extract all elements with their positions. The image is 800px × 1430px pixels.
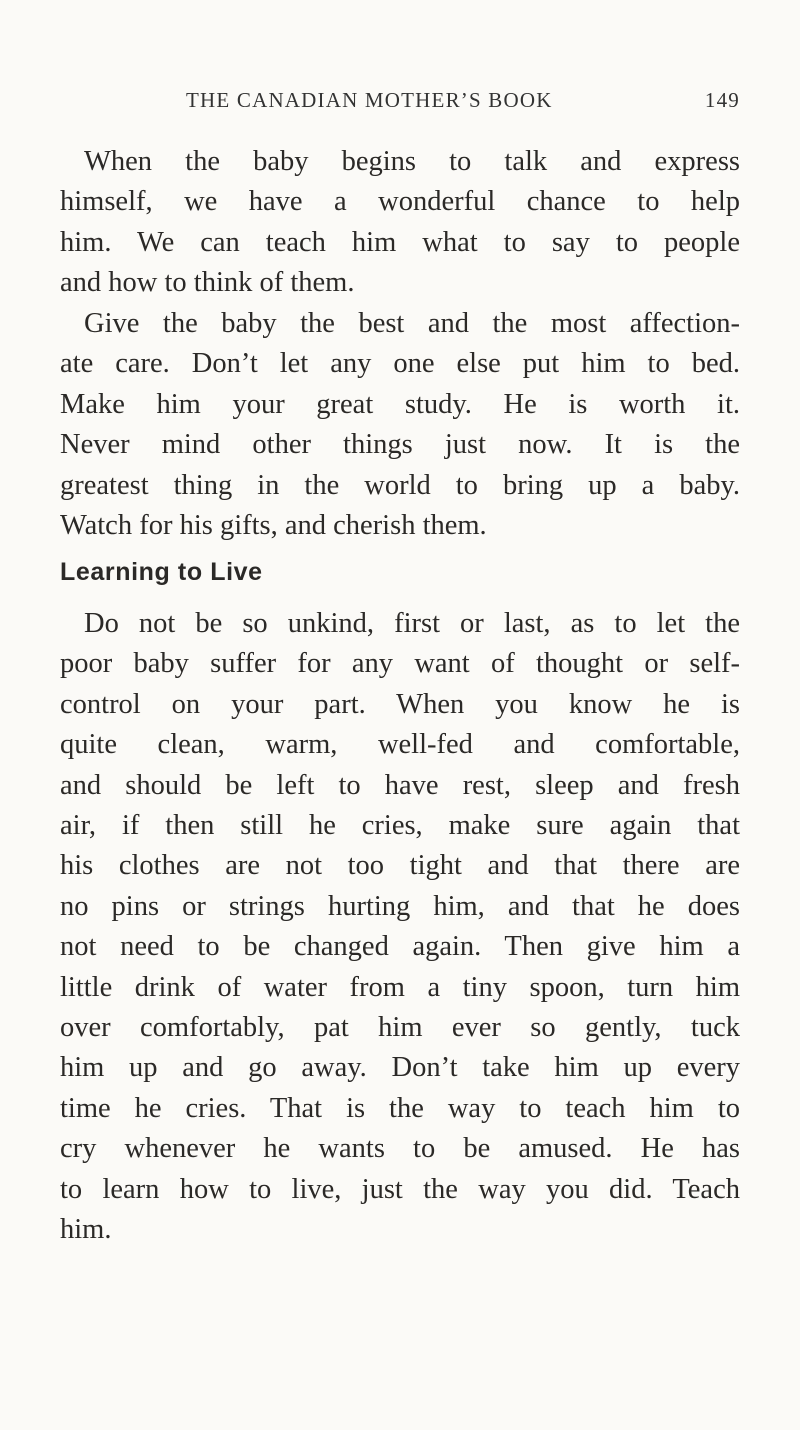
paragraph-line: him.: [60, 1214, 112, 1246]
section-heading: Learning to Live: [60, 558, 263, 586]
paragraph-line: Never mind other things just now. It is the: [60, 429, 740, 461]
paragraph-line: his clothes are not too tight and that there are: [60, 850, 740, 882]
paragraph-line: Give the baby the best and the most affection-: [84, 308, 740, 339]
paragraph-3: [60, 604, 740, 1251]
running-header: [60, 88, 740, 118]
paragraph-line: time he cries. That is the way to teach him to: [60, 1092, 740, 1124]
paragraph-line: ate care. Don’t let any one else put him to bed.: [60, 348, 740, 380]
paragraph-line: control on your part. When you know he is: [60, 688, 740, 720]
running-title: THE CANADIAN MOTHER’S BOOK: [186, 88, 553, 112]
paragraph-line: himself, we have a wonderful chance to help: [60, 186, 740, 218]
paragraph-line: poor baby suffer for any want of thought or self-: [60, 648, 740, 680]
paragraph-line: and should be left to have rest, sleep and fresh: [60, 769, 740, 801]
paragraph-line: Make him your great study. He is worth it.: [60, 388, 740, 420]
paragraph-line: quite clean, warm, well-fed and comfortable,: [60, 729, 740, 761]
paragraph-line: him. We can teach him what to say to people: [60, 226, 740, 258]
paragraph-2: [60, 304, 740, 546]
paragraph-line: Watch for his gifts, and cherish them.: [60, 510, 487, 542]
paragraph-line: greatest thing in the world to bring up a baby.: [60, 469, 740, 501]
paragraph-line: no pins or strings hurting him, and that he does: [60, 890, 740, 922]
paragraph-line: little drink of water from a tiny spoon, turn him: [60, 971, 740, 1003]
paragraph-1: [60, 142, 740, 304]
paragraph-line: When the baby begins to talk and express: [84, 146, 740, 177]
paragraph-line: and how to think of them.: [60, 267, 355, 299]
paragraph-line: to learn how to live, just the way you did. Teach: [60, 1173, 740, 1205]
page-number: 149: [704, 88, 740, 112]
paragraph-line: Do not be so unkind, first or last, as to let the: [84, 608, 740, 639]
paragraph-line: air, if then still he cries, make sure again that: [60, 810, 740, 842]
paragraph-line: cry whenever he wants to be amused. He has: [60, 1133, 740, 1165]
paragraph-line: him up and go away. Don’t take him up every: [60, 1052, 740, 1084]
paragraph-line: not need to be changed again. Then give him a: [60, 931, 740, 963]
paragraph-line: over comfortably, pat him ever so gently, tuck: [60, 1012, 740, 1044]
